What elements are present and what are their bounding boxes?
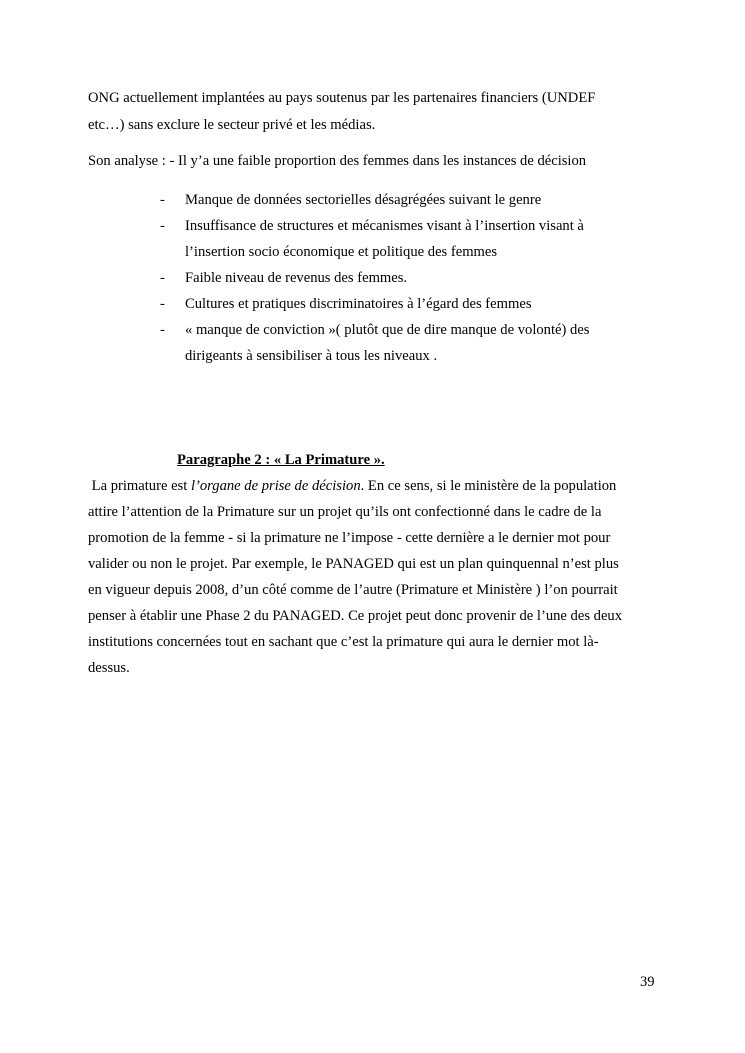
body-line: en vigueur depuis 2008, d’un côté comme de l’autre (Primature et Ministère ) l’on pourrait [88,582,618,598]
section-heading: Paragraphe 2 : « La Primature ». [177,452,385,468]
body-line: dessus. [88,660,130,676]
body-text: La primature est [88,478,191,494]
body-line: institutions concernées tout en sachant que c’est la primature qui aura le dernier mot là- [88,634,599,650]
list-item-text: l’insertion socio économique et politique des femmes [185,244,498,260]
analysis-line: Son analyse : - Il y’a une faible proportion des femmes dans les instances de décision [88,153,587,169]
list-item-text: Insuffisance de structures et mécanismes visant à l’insertion visant à [185,218,584,234]
body-line: attire l’attention de la Primature sur un projet qu’ils ont confectionné dans le cadre de la [88,504,602,520]
list-item-text: « manque de conviction »( plutôt que de dire manque de volonté) des [185,322,590,338]
bullet-dash: - [160,218,165,234]
body-line-1 [88,477,616,495]
list-item-text: Faible niveau de revenus des femmes. [185,270,408,286]
body-line: promotion de la femme - si la primature ne l’impose - cette dernière a le dernier mot pour [88,530,611,546]
page-number: 39 [640,974,655,990]
body-line: penser à établir une Phase 2 du PANAGED. Ce projet peut donc provenir de l’une des deux [88,608,623,624]
list-item-text: Manque de données sectorielles désagrégées suivant le genre [185,192,542,208]
body-line: valider ou non le projet. Par exemple, le PANAGED qui est un plan quinquennal n’est plus [88,556,619,572]
bullet-dash: - [160,192,165,208]
list-item-text: Cultures et pratiques discriminatoires à l’égard des femmes [185,296,532,312]
intro-line-2: etc…) sans exclure le secteur privé et les médias. [88,117,376,133]
bullet-dash: - [160,322,165,338]
bullet-dash: - [160,270,165,286]
body-italic-text: l’organe de prise de décision [190,478,361,494]
body-text: . En ce sens, si le ministère de la population [360,478,617,494]
bullet-dash: - [160,296,165,312]
list-item-text: dirigeants à sensibiliser à tous les niveaux . [185,348,438,364]
intro-line-1: ONG actuellement implantées au pays soutenus par les partenaires financiers (UNDEF [88,90,596,106]
